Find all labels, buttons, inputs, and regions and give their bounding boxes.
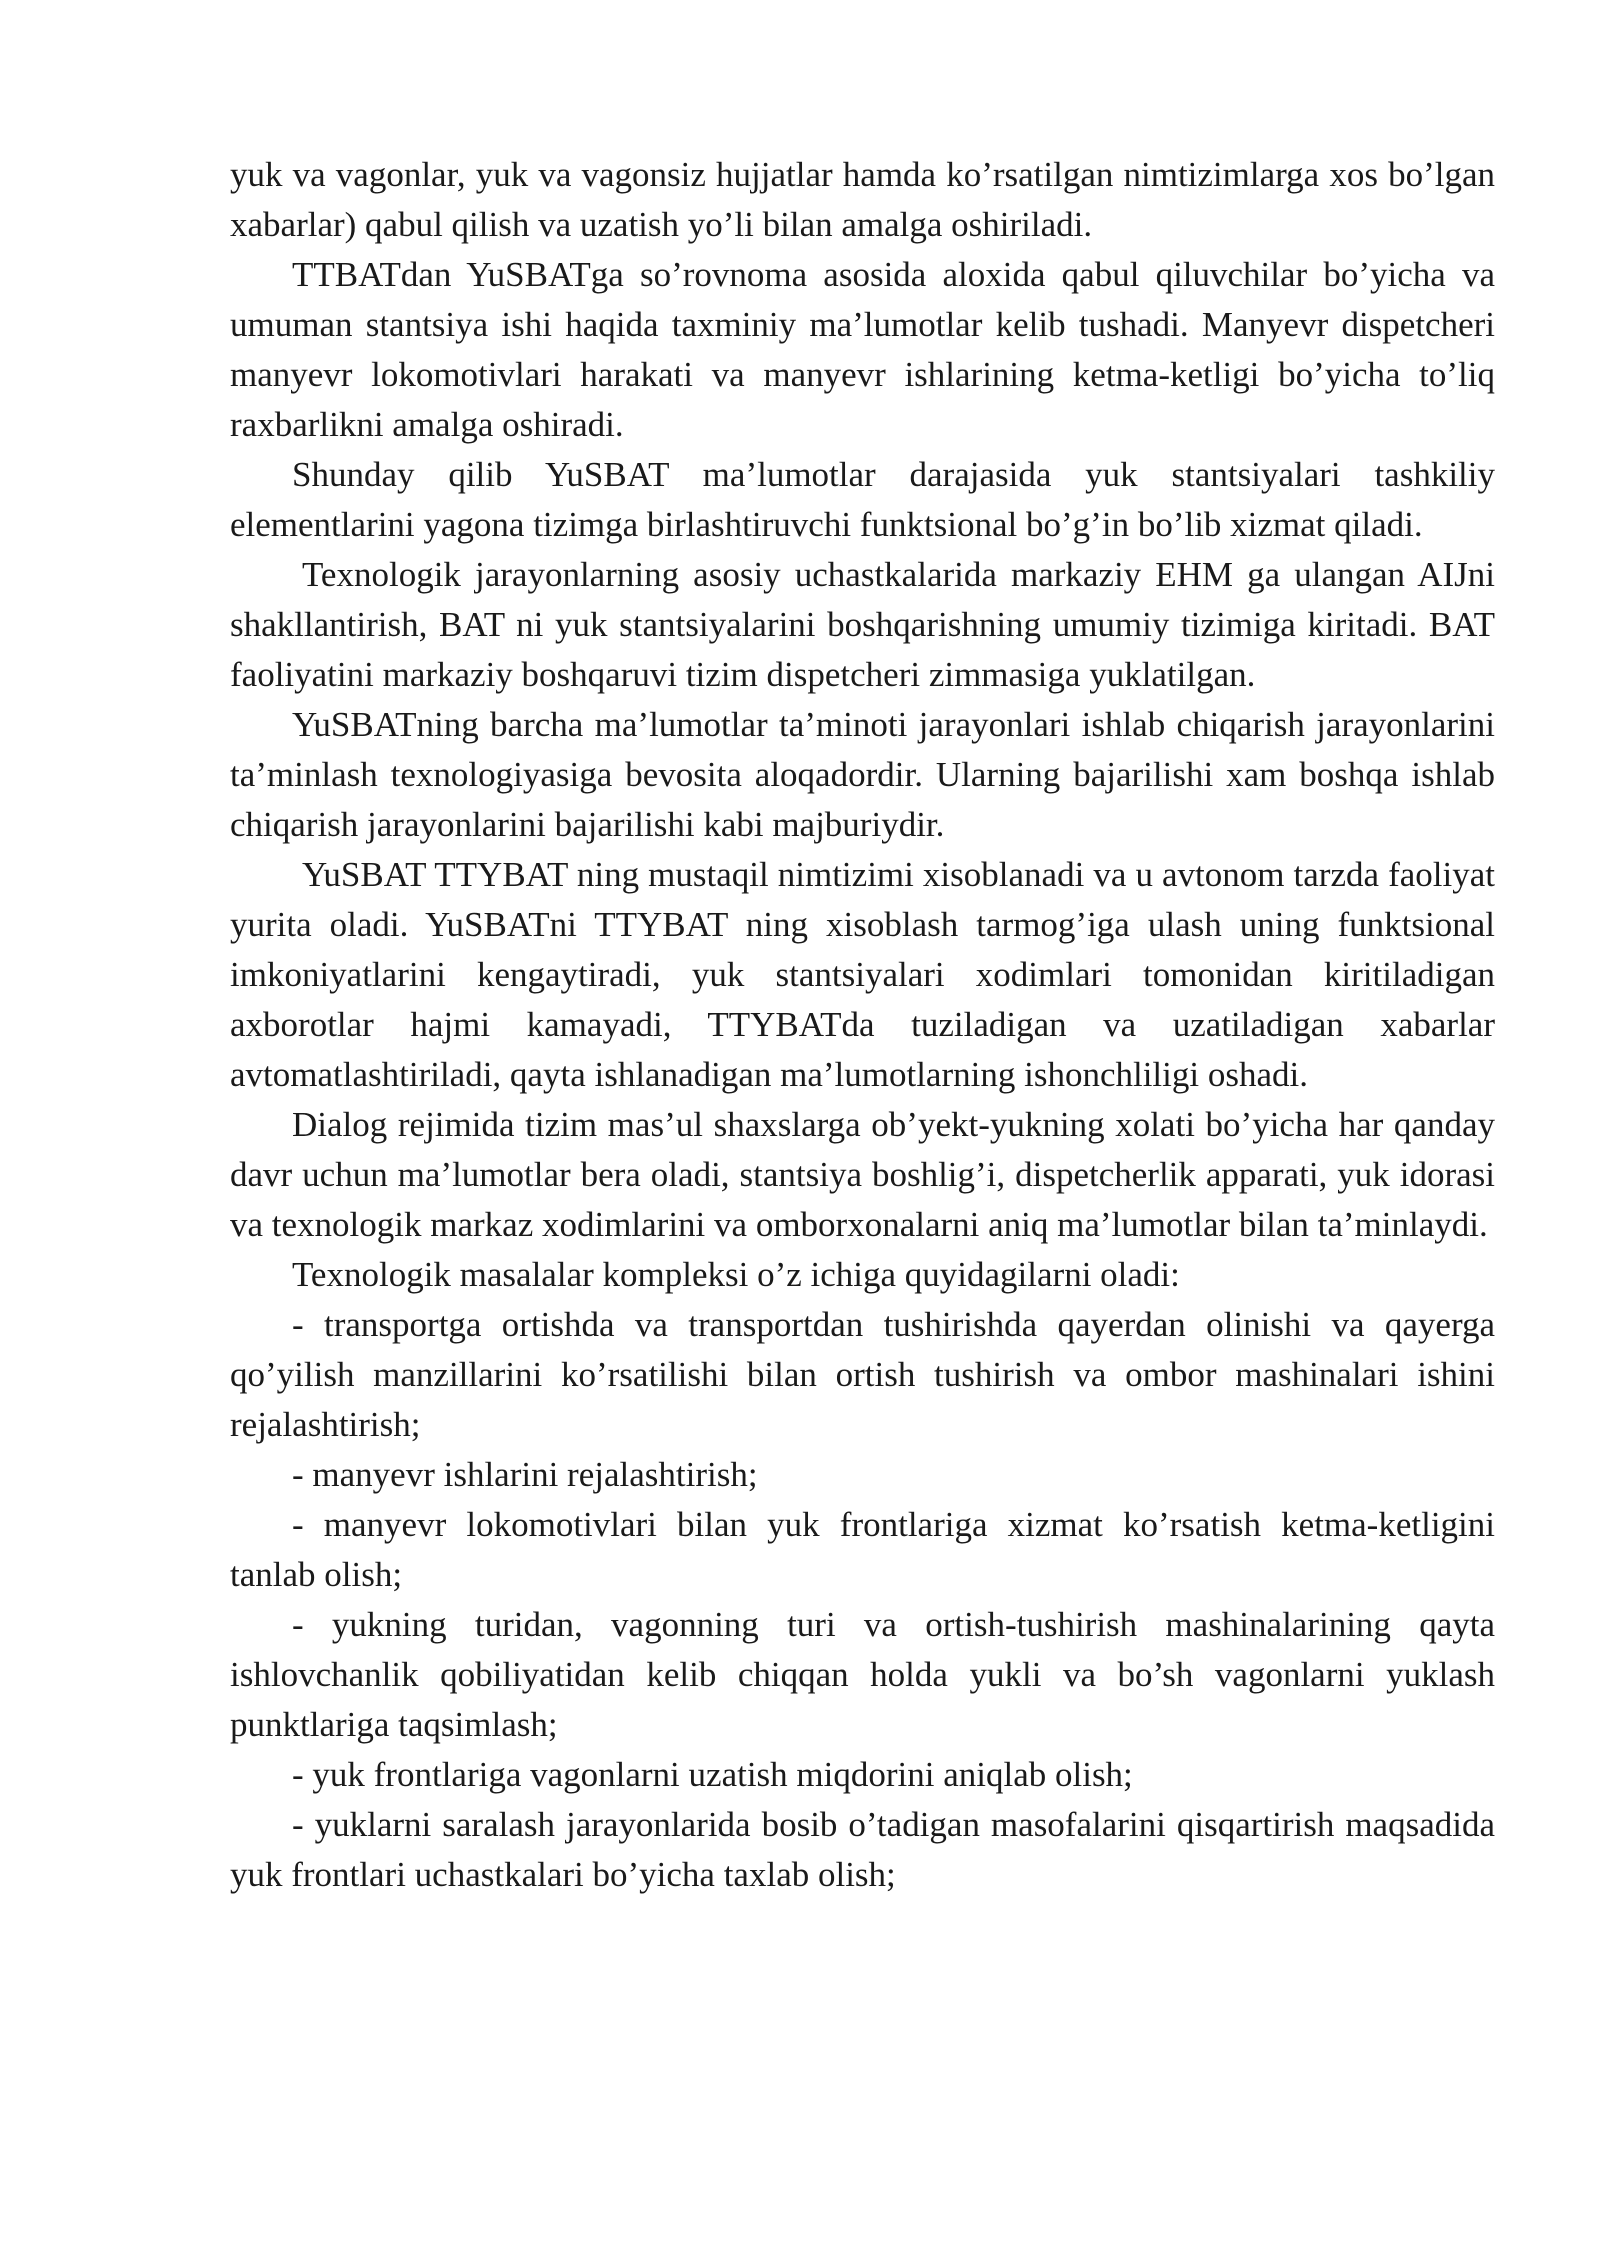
list-item-delivery-quantity: - yuk frontlariga vagonlarni uzatish miqdorini aniqlab olish; [292,1755,1133,1794]
paragraph-continuation: yuk va vagonlar, yuk va vagonsiz hujjatlar hamda ko’rsatilgan nimtizimlarga xos bo’lgan xabarlar) qabul qilish va uzatish yo’li bilan amalga oshiriladi. [230,155,1495,244]
list-item-shunting-planning: - manyevr ishlarini rejalashtirish; [292,1455,758,1494]
paragraph-information-support: YuSBATning barcha ma’lumotlar ta’minoti jarayonlari ishlab chiqarish jarayonlarini ta’minlash texnologiyasiga bevosita aloqadordir. Ularning bajarilishi xam boshqa ishlab chiqarish jarayonlarini bajarilishi kabi majburiydir. [230,705,1495,844]
paragraph-yusbat-functional-link: Shunday qilib YuSBAT ma’lumotlar darajasida yuk stantsiyalari tashkiliy elementlarini yagona tizimga birlashtiruvchi funktsional bo’g’in bo’lib xizmat qiladi. [230,455,1495,544]
paragraph-technological-processes: Texnologik jarayonlarning asosiy uchastkalarida markaziy EHM ga ulangan AIJni shakllantirish, BAT ni yuk stantsiyalarini boshqarishning umumiy tizimiga kiritadi. BAT faoliyatini markaziy boshqaruvi tizim dispetcheri zimmasiga yuklatilgan. [230,555,1495,694]
paragraph-autonomous-subsystem: YuSBAT TTYBAT ning mustaqil nimtizimi xisoblanadi va u avtonom tarzda faoliyat yurita oladi. YuSBATni TTYBAT ning xisoblash tarmog’iga ulash uning funktsional imkoniyatlarini kengaytiradi, yuk stantsiyalari xodimlari tomonidan kiritiladigan axborotlar hajmi kamayadi, TTYBATda tuziladigan va uzatiladigan xabarlar avtomatlashtiriladi, qayta ishlanadigan ma’lumotlarning ishonchliligi oshadi. [230,855,1495,1094]
list-item-sorting-distances: - yuklarni saralash jarayonlarida bosib o’tadigan masofalarini qisqartirish maqsadida yuk frontlari uchastkalari bo’yicha taxlab olish; [230,1805,1495,1894]
document-page [230,150,1495,1900]
paragraph-ttbat-request: TTBATdan YuSBATga so’rovnoma asosida aloxida qabul qiluvchilar bo’yicha va umuman stantsiya ishi haqida taxminiy ma’lumotlar kelib tushadi. Manyevr dispetcheri manyevr lokomotivlari harakati va manyevr ishlarining ketma-ketligi bo’yicha to’liq raxbarlikni amalga oshiradi. [230,255,1495,444]
paragraph-task-complex-intro: Texnologik masalalar kompleksi o’z ichiga quyidagilarni oladi: [292,1255,1180,1294]
list-item-wagon-distribution: - yukning turidan, vagonning turi va ortish-tushirish mashinalarining qayta ishlovchanlik qobiliyatidan kelib chiqqan holda yukli va bo’sh vagonlarni yuklash punktlariga taqsimlash; [230,1605,1495,1744]
list-item-loading-planning: - transportga ortishda va transportdan tushirishda qayerdan olinishi va qayerga qo’yilish manzillarini ko’rsatilishi bilan ortish tushirish va ombor mashinalari ishini rejalashtirish; [230,1305,1495,1444]
paragraph-dialog-mode: Dialog rejimida tizim mas’ul shaxslarga ob’yekt-yukning xolati bo’yicha har qanday davr uchun ma’lumotlar bera oladi, stantsiya boshlig’i, dispetcherlik apparati, yuk idorasi va texnologik markaz xodimlarini va omborxonalarni aniq ma’lumotlar bilan ta’minlaydi. [230,1105,1495,1244]
list-item-service-sequence: - manyevr lokomotivlari bilan yuk frontlariga xizmat ko’rsatish ketma-ketligini tanlab olish; [230,1505,1495,1594]
